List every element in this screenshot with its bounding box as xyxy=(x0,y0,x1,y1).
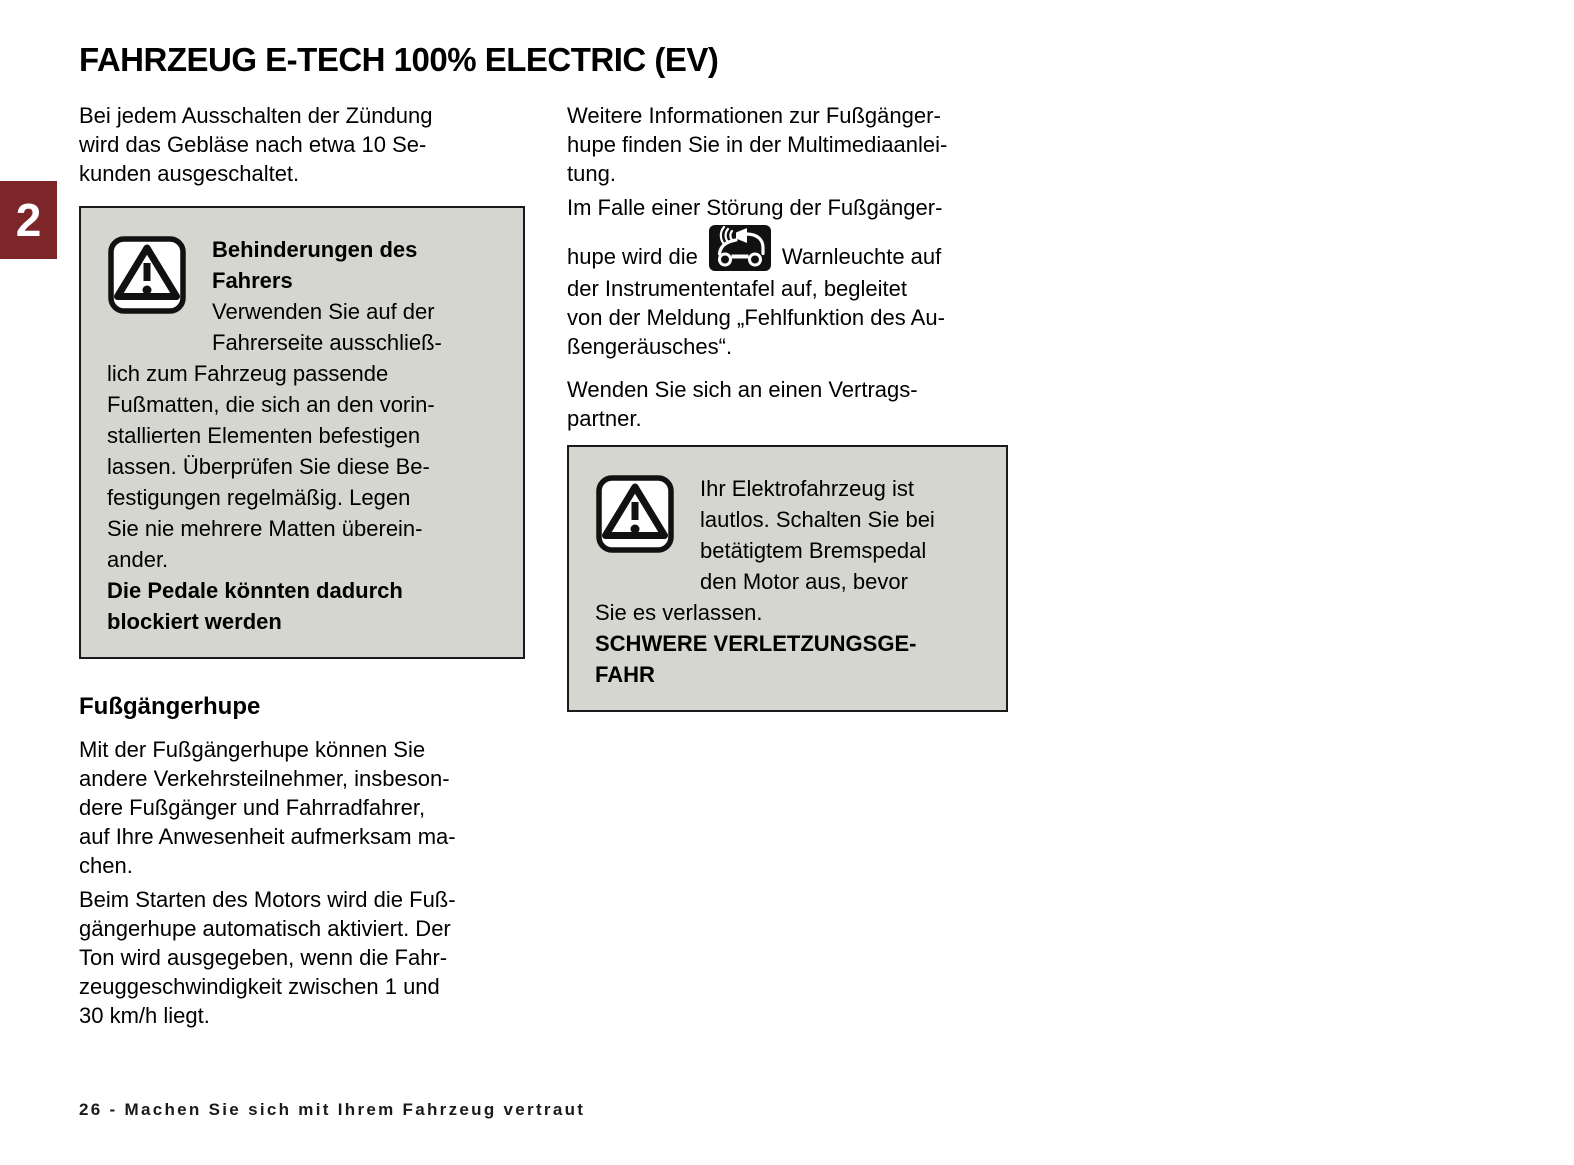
page-title: FAHRZEUG E-TECH 100% ELECTRIC (EV) xyxy=(79,41,719,78)
text-after-icon: Warnleuchte auf xyxy=(781,244,942,269)
warning-triangle-icon xyxy=(107,234,212,358)
text-lines: der Instrumententafel auf, begleitet von der Meldung „Fehlfunktion des Au- ßengeräusches“. xyxy=(567,276,945,359)
paragraph-horn-malfunction xyxy=(567,193,1008,361)
warning-box-heading: Behinderungen des Fahrers xyxy=(212,237,418,293)
page-content xyxy=(79,40,1008,1035)
paragraph-horn-purpose: Mit der Fußgängerhupe können Sie andere Verkehrsteilnehmer, insbeson- dere Fußgänger und Fahrradfahrer, auf Ihre Anwesenheit aufmerksam ma- chen. xyxy=(79,737,456,878)
paragraph-multimedia-info: Weitere Informationen zur Fußgänger- hupe finden Sie in der Multimediaanlei- tung. xyxy=(567,103,948,186)
warning-box-body: Ihr Elektrofahrzeug ist lautlos. Schalten Sie bei betätigtem Bremspedal den Motor aus, bevor Sie es verlassen. xyxy=(595,476,935,625)
two-column-layout xyxy=(79,101,1008,1035)
warning-box-driver-obstruction xyxy=(79,206,525,659)
warning-box-body: Verwenden Sie auf der Fahrerseite ausschließ- lich zum Fahrzeug passende Fußmatten, die sich an den vorin- stallierten Elementen befestigen lassen. Überprüfen Sie diese Be- festigungen regelmäßig. Legen Sie nie mehrere Matten überein- ander. xyxy=(107,299,442,572)
page-footer: 26 - Machen Sie sich mit Ihrem Fahrzeug vertraut xyxy=(79,1100,586,1119)
warning-box-emphasis: SCHWERE VERLETZUNGSGE- FAHR xyxy=(595,631,917,687)
warning-box-emphasis: Die Pedale könnten dadurch blockiert werden xyxy=(107,578,403,634)
text-before-icon: hupe wird die xyxy=(567,244,698,269)
right-column xyxy=(567,101,1008,712)
warning-light-line xyxy=(567,223,1008,271)
chapter-tab: 2 xyxy=(0,181,57,259)
warning-triangle-icon xyxy=(595,473,700,597)
section-heading-pedestrian-horn: Fußgängerhupe xyxy=(79,693,261,720)
paragraph-blower-shutoff: Bei jedem Ausschalten der Zündung wird das Gebläse nach etwa 10 Se- kunden ausgeschaltet. xyxy=(79,103,433,186)
text-line: Im Falle einer Störung der Fußgänger- xyxy=(567,195,943,220)
left-column xyxy=(79,101,525,1035)
warning-box-silent-vehicle xyxy=(567,445,1008,712)
paragraph-horn-activation: Beim Starten des Motors wird die Fuß- gängerhupe automatisch aktiviert. Der Ton wird ausgegeben, wenn die Fahr- zeuggeschwindigkeit zwischen 1 und 30 km/h liegt. xyxy=(79,887,456,1028)
pedestrian-horn-warning-icon xyxy=(709,225,771,271)
paragraph-contact-dealer: Wenden Sie sich an einen Vertrags- partner. xyxy=(567,377,918,431)
